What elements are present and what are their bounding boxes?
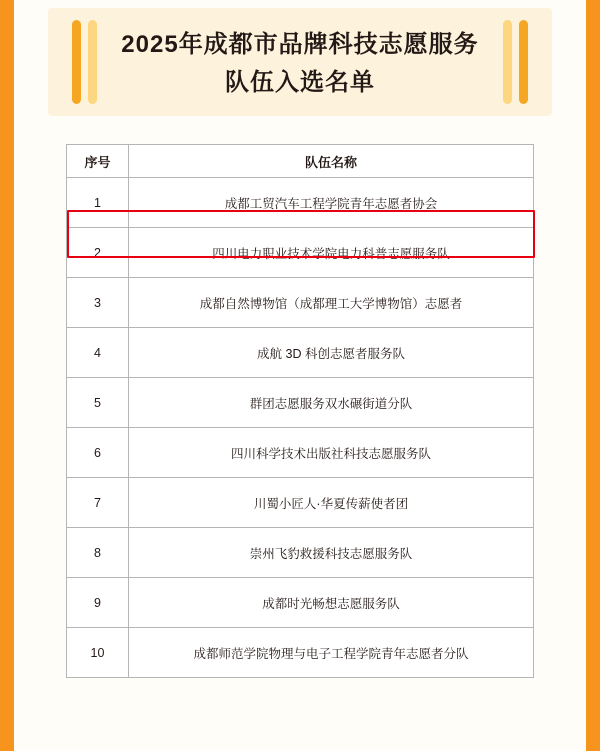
table-row [67, 378, 534, 428]
row-index-cell: 8 [67, 528, 129, 578]
decorative-bar-right-inner [503, 20, 512, 104]
table-row [67, 278, 534, 328]
table-row [67, 228, 534, 278]
row-team-name-cell: 成都时光畅想志愿服务队 [129, 578, 534, 628]
row-team-name-cell: 成都自然博物馆（成都理工大学博物馆）志愿者 [129, 278, 534, 328]
page-title-line1: 2025年成都市品牌科技志愿服务 [121, 31, 479, 58]
table-row [67, 578, 534, 628]
row-index-cell: 1 [67, 178, 129, 228]
page-title [110, 26, 490, 102]
column-header-index: 序号 [67, 145, 129, 178]
table-row [67, 328, 534, 378]
row-index-cell: 3 [67, 278, 129, 328]
table-row [67, 528, 534, 578]
decorative-bar-left-outer [72, 20, 81, 104]
column-header-team-name: 队伍名称 [129, 145, 534, 178]
row-index-cell: 10 [67, 628, 129, 678]
list-table-container [66, 144, 534, 678]
row-team-name-cell: 川蜀小匠人·华夏传薪使者团 [129, 478, 534, 528]
decorative-bar-right-outer [519, 20, 528, 104]
row-team-name-cell: 成航 3D 科创志愿者服务队 [129, 328, 534, 378]
row-index-cell: 9 [67, 578, 129, 628]
table-body [67, 178, 534, 678]
row-team-name-cell: 四川科学技术出版社科技志愿服务队 [129, 428, 534, 478]
row-team-name-cell: 群团志愿服务双水碾街道分队 [129, 378, 534, 428]
row-team-name-cell: 四川电力职业技术学院电力科普志愿服务队 [129, 228, 534, 278]
table-row [67, 178, 534, 228]
title-banner [48, 8, 552, 116]
page-title-line2: 队伍入选名单 [225, 69, 375, 96]
decorative-bar-left-inner [88, 20, 97, 104]
row-team-name-cell: 成都师范学院物理与电子工程学院青年志愿者分队 [129, 628, 534, 678]
row-index-cell: 2 [67, 228, 129, 278]
table-row [67, 628, 534, 678]
row-team-name-cell: 崇州飞豹救援科技志愿服务队 [129, 528, 534, 578]
table-header-row [67, 145, 534, 178]
row-index-cell: 4 [67, 328, 129, 378]
table-row [67, 478, 534, 528]
table-row [67, 428, 534, 478]
row-index-cell: 5 [67, 378, 129, 428]
row-index-cell: 6 [67, 428, 129, 478]
row-team-name-cell: 成都工贸汽车工程学院青年志愿者协会 [129, 178, 534, 228]
selected-teams-table [66, 144, 534, 678]
row-index-cell: 7 [67, 478, 129, 528]
